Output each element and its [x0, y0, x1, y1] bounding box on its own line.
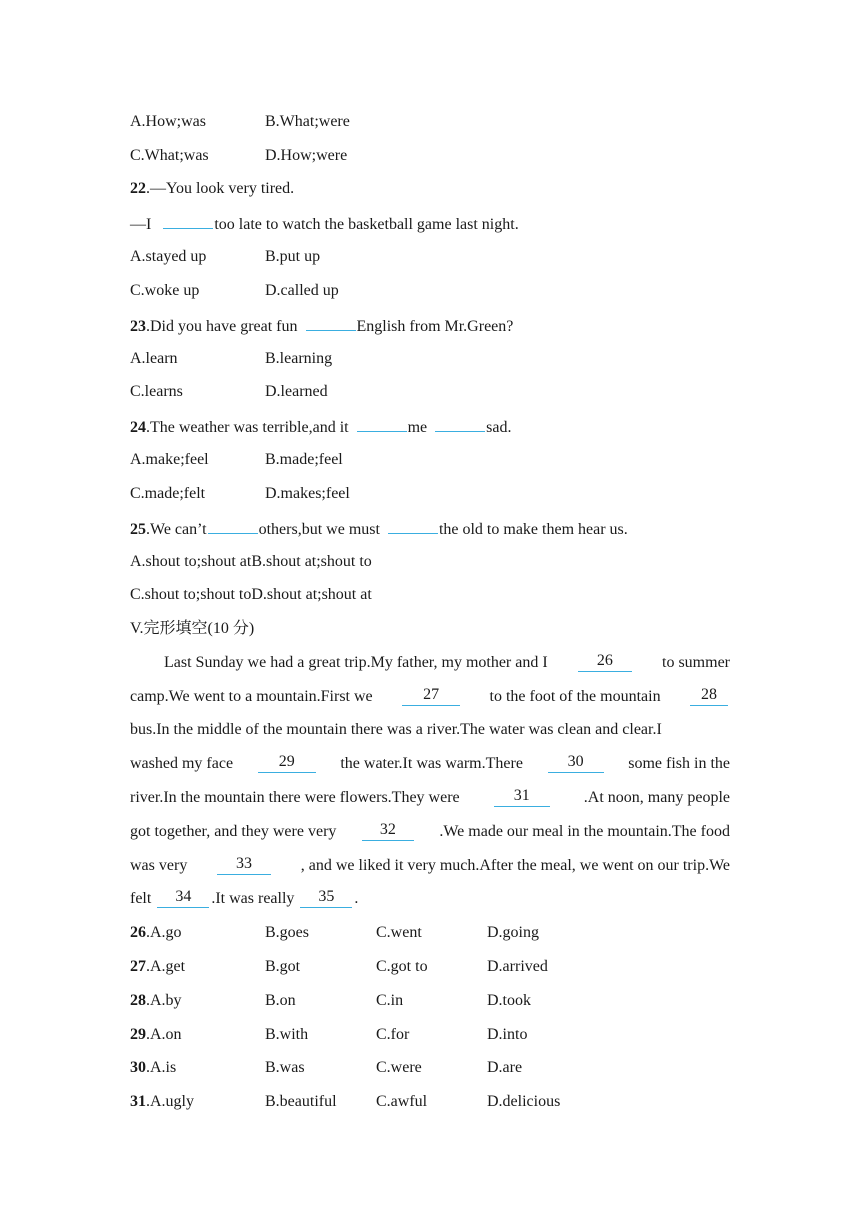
blank-29: 29	[258, 752, 316, 773]
passage-text: got together, and they were very	[130, 823, 337, 840]
option-a: .A.go	[146, 924, 182, 941]
answer-blank	[435, 414, 485, 432]
passage-line-8	[130, 887, 730, 911]
question-text: .Did you have great fun	[146, 318, 298, 335]
passage-text: felt	[130, 890, 152, 907]
option-d: D.How;were	[265, 147, 348, 164]
passage-line-3	[130, 718, 730, 742]
blank-28: 28	[690, 685, 728, 706]
dialogue-text: too late to watch the basketball game last night.	[214, 216, 519, 233]
q22-dialogue	[130, 211, 519, 235]
option-d: D.shout at;shout at	[251, 586, 372, 603]
option-a: .A.by	[146, 992, 182, 1009]
blank-30: 30	[548, 752, 604, 773]
answer-blank	[163, 211, 213, 229]
passage-line-4	[130, 752, 730, 776]
choice-row	[130, 989, 730, 1013]
blank-34: 34	[157, 887, 209, 908]
question-text-end: English from Mr.Green?	[356, 318, 514, 335]
q25-stem	[130, 516, 628, 540]
option-b: B.with	[265, 1026, 309, 1043]
option-d: D.makes;feel	[265, 485, 350, 502]
option-c: C.learns	[130, 383, 183, 400]
question-text-mid: others,but we must	[258, 521, 380, 538]
option-b: B.got	[265, 958, 301, 975]
q24-stem	[130, 414, 511, 438]
q23-stem	[130, 313, 513, 337]
answer-blank	[208, 516, 258, 534]
dialogue-prefix: —I	[130, 216, 152, 233]
option-c: C.went	[376, 924, 422, 941]
option-a: A.learn	[130, 350, 178, 367]
answer-blank	[306, 313, 356, 331]
option-b: B.on	[265, 992, 296, 1009]
option-b: B.learning	[265, 350, 333, 367]
option-d: D.are	[487, 1059, 523, 1076]
q25-options-row-2	[130, 583, 372, 607]
passage-line-2	[130, 685, 730, 709]
option-d: D.going	[487, 924, 539, 941]
question-number: 30	[130, 1059, 146, 1076]
blank-31: 31	[494, 786, 550, 807]
blank-26: 26	[578, 651, 632, 672]
passage-text: some fish in the	[628, 755, 730, 772]
passage-text: to summer	[662, 654, 730, 671]
choice-row	[130, 955, 730, 979]
answer-blank	[388, 516, 438, 534]
passage-text: the water.It was warm.There	[340, 755, 523, 772]
option-a: A.shout to;shout at	[130, 553, 252, 570]
option-b: B.goes	[265, 924, 309, 941]
choice-row	[130, 921, 730, 945]
option-d: D.called up	[265, 282, 339, 299]
choice-row	[130, 1090, 730, 1114]
option-a: A.make;feel	[130, 451, 209, 468]
passage-text: bus.In the middle of the mountain there was a river.The water was clean and clear.I	[130, 721, 662, 738]
passage-text: .	[354, 890, 359, 907]
question-number: 25	[130, 521, 146, 538]
option-c: C.got to	[376, 958, 428, 975]
option-c: C.for	[376, 1026, 410, 1043]
option-b: B.put up	[265, 248, 321, 265]
section-score: (10 分)	[207, 620, 255, 637]
question-number: 31	[130, 1093, 146, 1110]
question-number: 28	[130, 992, 146, 1009]
question-text: .The weather was terrible,and it	[146, 419, 349, 436]
option-c: C.shout to;shout to	[130, 586, 252, 603]
question-number: 29	[130, 1026, 146, 1043]
option-b: B.was	[265, 1059, 305, 1076]
option-d: D.into	[487, 1026, 528, 1043]
passage-line-1	[164, 651, 730, 675]
q22-stem	[130, 177, 294, 201]
question-number: 24	[130, 419, 146, 436]
passage-line-7	[130, 854, 730, 878]
option-c: C.awful	[376, 1093, 428, 1110]
option-c: C.woke up	[130, 282, 200, 299]
section-title: V.完形填空	[130, 620, 208, 637]
passage-text: river.In the mountain there were flowers.They were	[130, 789, 460, 806]
option-c: C.What;was	[130, 147, 209, 164]
option-a: A.How;was	[130, 113, 206, 130]
choice-row	[130, 1056, 730, 1080]
option-b: B.beautiful	[265, 1093, 337, 1110]
choice-row	[130, 1023, 730, 1047]
passage-text: .At noon, many people	[583, 789, 730, 806]
option-b: B.shout at;shout to	[251, 553, 372, 570]
option-d: D.learned	[265, 383, 328, 400]
question-number: 27	[130, 958, 146, 975]
option-b: B.made;feel	[265, 451, 343, 468]
passage-line-6	[130, 820, 730, 844]
question-number: 22	[130, 180, 146, 197]
option-c: C.made;felt	[130, 485, 206, 502]
question-text-end: the old to make them hear us.	[438, 521, 628, 538]
q25-options-row-1	[130, 550, 372, 574]
option-a: A.stayed up	[130, 248, 207, 265]
blank-35: 35	[300, 887, 352, 908]
question-text-mid: me	[407, 419, 428, 436]
passage-text: to the foot of the mountain	[489, 688, 661, 705]
passage-text: .It was really	[211, 890, 295, 907]
option-a: .A.is	[146, 1059, 177, 1076]
blank-27: 27	[402, 685, 460, 706]
passage-text: was very	[130, 857, 188, 874]
question-text: .We can’t	[146, 521, 207, 538]
option-c: C.in	[376, 992, 404, 1009]
option-a: .A.on	[146, 1026, 182, 1043]
option-b: B.What;were	[265, 113, 350, 130]
passage-text: .We made our meal in the mountain.The food	[439, 823, 730, 840]
passage-line-5	[130, 786, 730, 810]
question-number: 23	[130, 318, 146, 335]
option-a: .A.ugly	[146, 1093, 194, 1110]
answer-blank	[357, 414, 407, 432]
question-text: .—You look very tired.	[146, 180, 295, 197]
section-heading	[130, 617, 254, 641]
passage-text: , and we liked it very much.After the meal, we went on our trip.We	[300, 857, 730, 874]
passage-text: washed my face	[130, 755, 234, 772]
question-number: 26	[130, 924, 146, 941]
option-c: C.were	[376, 1059, 422, 1076]
option-a: .A.get	[146, 958, 186, 975]
question-text-end: sad.	[486, 419, 512, 436]
passage-text: Last Sunday we had a great trip.My father, my mother and I	[164, 654, 548, 671]
option-d: D.delicious	[487, 1093, 561, 1110]
blank-32: 32	[362, 820, 414, 841]
option-d: D.took	[487, 992, 531, 1009]
passage-text: camp.We went to a mountain.First we	[130, 688, 373, 705]
option-d: D.arrived	[487, 958, 548, 975]
blank-33: 33	[217, 854, 271, 875]
